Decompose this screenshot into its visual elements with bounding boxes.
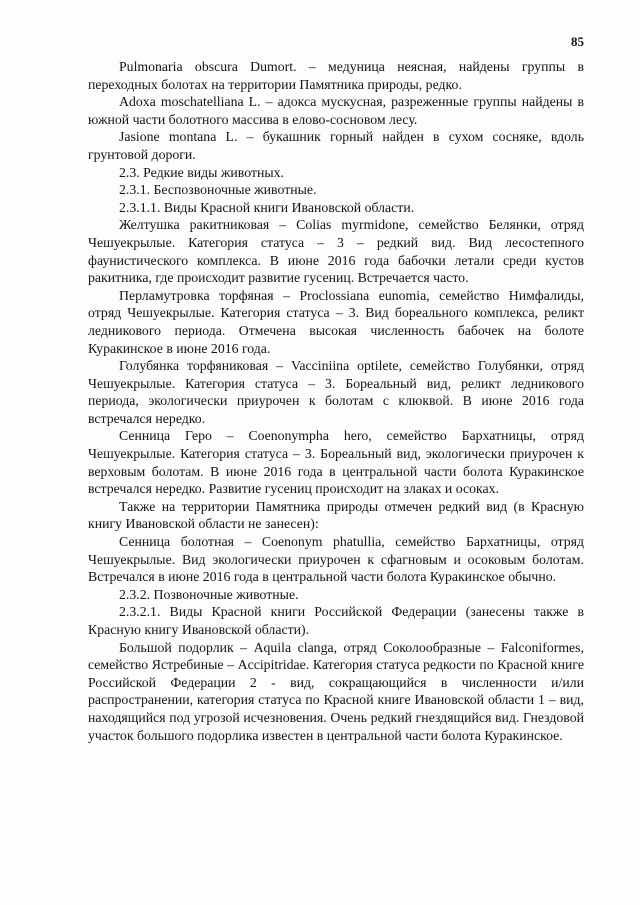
paragraph-also-noted: Также на территории Памятника природы отмечен редкий вид (в Красную книгу Ивановской области не занесен):: [88, 498, 584, 532]
heading-invertebrates: 2.3.1. Беспозвоночные животные.: [119, 182, 317, 198]
page-number: 85: [571, 34, 584, 49]
paragraph-colias: Желтушка ракитниковая – Colias myrmidone, семейство Белянки, отряд Чешуекрылые. Категория статуса – 3 – редкий вид. Вид лесостепного фаунистического комплекса. В июне 2016 года бабочки летали среди кустов ракитника, где происходит развитие гусениц. Встречается часто.: [88, 217, 584, 286]
heading-ivanovo-red-book-invertebrates: 2.3.1.1. Виды Красной книги Ивановской области.: [119, 199, 415, 215]
text-body: [88, 58, 584, 744]
paragraph-aquila-clanga: Большой подорлик – Aquila clanga, отряд Соколообразные – Falconiformes, семейство Ястребиные – Accipitridae. Категория статуса редкости по Красной книге Российской Федерации 2 - вид, сокращающийся в численности и/или распространении, категория статуса по Красной книге Ивановской области 1 – вид, находящийся под угрозой исчезновения. Очень редкий гнездящийся вид. Гнездовой участок большого подорлика известен в центральной части болота Куракинское.: [88, 639, 584, 743]
paragraph-proclossiana: Перламутровка торфяная – Proclossiana eunomia, семейство Нимфалиды, отряд Чешуекрылые. Категория статуса – 3. Вид бореального комплекса, реликт ледникового периода. Отмечена высокая численность бабочек на болоте Куракинское в июне 2016 года.: [88, 287, 584, 356]
heading-rare-animals: 2.3. Редкие виды животных.: [119, 164, 284, 180]
paragraph-jasione: Jasione montana L. – букашник горный найден в сухом сосняке, вдоль грунтовой дороги.: [88, 129, 584, 162]
paragraph-adoxa: Adoxa moschatelliana L. – адокса мускусная, разреженные группы найдены в южной части болотного массива в елово-сосновом лесу.: [88, 94, 584, 127]
heading-vertebrates: 2.3.2. Позвоночные животные.: [119, 586, 299, 602]
paragraph-vacciniina: Голубянка торфяниковая – Vacciniina optilete, семейство Голубянки, отряд Чешуекрылые. Категория статуса – 3. Бореальный вид, реликт ледникового периода, экологически приурочен к болотам с клюквой. В июне 2016 года встречался нередко.: [88, 358, 584, 426]
heading-russia-red-book: 2.3.2.1. Виды Красной книги Российской Федерации (занесены также в Красную книгу Ивановской области).: [88, 604, 584, 637]
paragraph-pulmonaria: Pulmonaria obscura Dumort. – медуница неясная, найдены группы в переходных болотах на территории Памятника природы, редко.: [88, 59, 584, 92]
paragraph-coenonympha-tullia: Сенница болотная – Coenonym phatullia, семейство Бархатницы, отряд Чешуекрылые. Вид экологически приурочен к сфагновым и осоковым болотам. Встречался в июне 2016 года в центральной части болота Куракинское обычно.: [88, 534, 584, 585]
paragraph-coenonympha-hero: Сенница Геро – Coenonympha hero, семейство Бархатницы, отряд Чешуекрылые. Категория статуса – 3. Бореальный вид, экологически приурочен к верховым болотам. В июне 2016 года в центральной части болота Куракинское встречался нередко. Развитие гусениц происходит на злаках и осоках.: [88, 428, 584, 497]
